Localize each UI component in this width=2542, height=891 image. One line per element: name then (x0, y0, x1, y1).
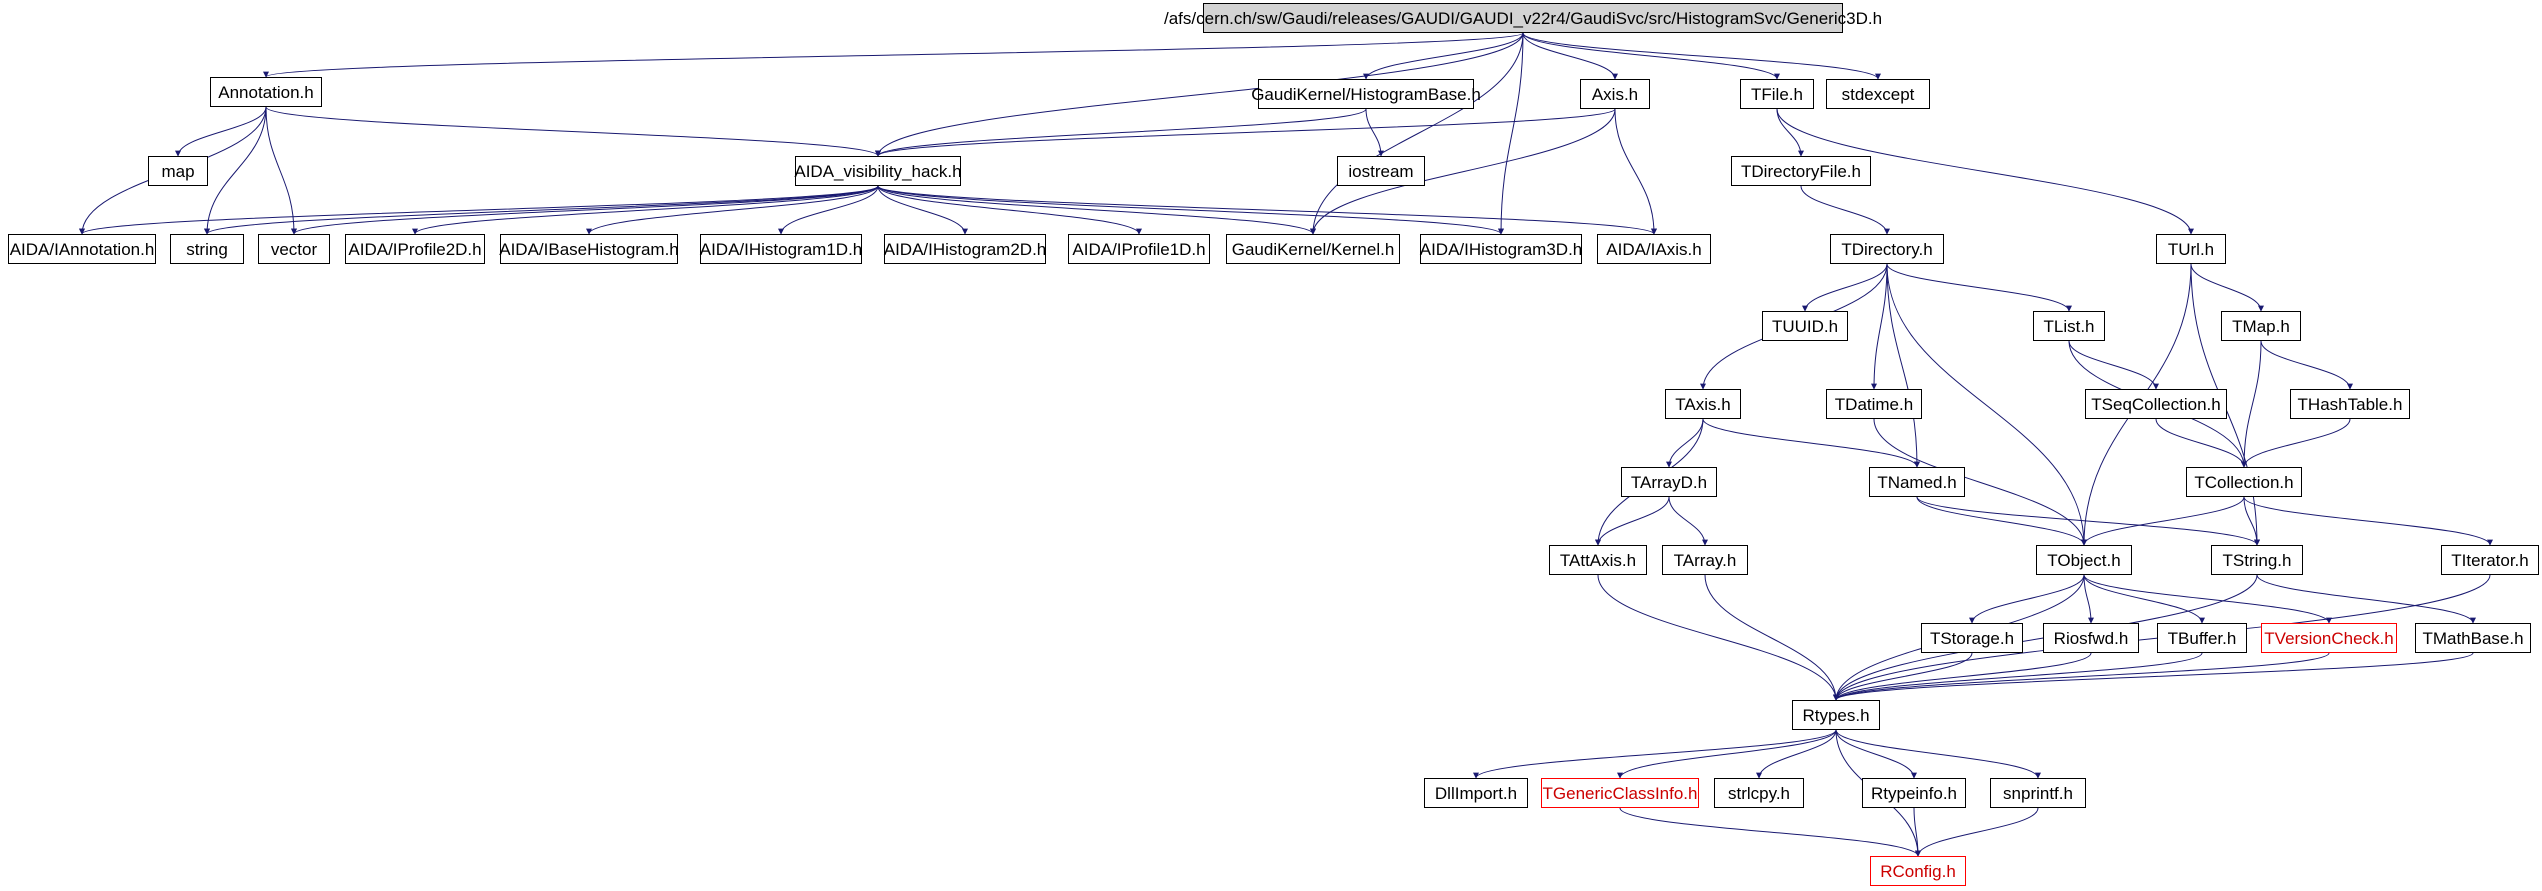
node-axis[interactable]: Axis.h (1580, 79, 1650, 109)
node-rconfig[interactable]: RConfig.h (1870, 856, 1966, 886)
edge-axis-to-aida_vis (878, 109, 1615, 156)
edge-rtypeinfo-to-rconfig (1914, 808, 1918, 856)
node-tfile[interactable]: TFile.h (1740, 79, 1814, 109)
node-titerator[interactable]: TIterator.h (2441, 545, 2539, 575)
node-rtypeinfo[interactable]: Rtypeinfo.h (1862, 778, 1966, 808)
node-iprofile1d[interactable]: AIDA/IProfile1D.h (1068, 234, 1210, 264)
edge-root-to-stdexcept (1523, 33, 1878, 79)
node-iaxis[interactable]: AIDA/IAxis.h (1597, 234, 1711, 264)
edge-aida_vis-to-ihistogram3d (878, 186, 1501, 234)
edge-aida_vis-to-ihistogram1d (781, 186, 878, 234)
node-tobject[interactable]: TObject.h (2036, 545, 2132, 575)
node-tmap[interactable]: TMap.h (2221, 311, 2301, 341)
edge-aida_vis-to-iaxis (878, 186, 1654, 234)
node-ihistogram1d[interactable]: AIDA/IHistogram1D.h (700, 234, 862, 264)
edge-aida_vis-to-iprofile1d (878, 186, 1139, 234)
edge-tseqcollection-to-tcollection (2156, 419, 2244, 467)
edge-tcollection-to-tstring (2244, 497, 2257, 545)
node-aida_vis[interactable]: AIDA_visibility_hack.h (795, 156, 961, 186)
node-riosfwd[interactable]: Riosfwd.h (2043, 623, 2139, 653)
edge-aida_vis-to-vector (294, 186, 878, 234)
edge-aida_vis-to-kernel (878, 186, 1313, 234)
node-tdirectory[interactable]: TDirectory.h (1830, 234, 1944, 264)
edge-tmap-to-thashtable (2261, 341, 2350, 389)
node-taxis[interactable]: TAxis.h (1665, 389, 1741, 419)
edge-tarrayd-to-tarray (1669, 497, 1705, 545)
edge-root-to-tfile (1523, 33, 1777, 79)
edge-tfile-to-tdirectoryfile (1777, 109, 1801, 156)
edge-rtypes-to-dllimport (1476, 730, 1836, 778)
edge-rtypes-to-snprintf (1836, 730, 2038, 778)
edge-aida_vis-to-iprofile2d (415, 186, 878, 234)
node-rtypes[interactable]: Rtypes.h (1792, 700, 1880, 730)
edge-root-to-annotation (266, 33, 1523, 77)
edge-aida_vis-to-string (207, 186, 878, 234)
edge-tobject-to-tversioncheck (2084, 575, 2329, 623)
node-strlcpy[interactable]: strlcpy.h (1714, 778, 1804, 808)
edge-tdirectory-to-tdatime (1874, 264, 1887, 389)
node-tdirectoryfile[interactable]: TDirectoryFile.h (1731, 156, 1871, 186)
node-snprintf[interactable]: snprintf.h (1990, 778, 2086, 808)
edge-tnamed-to-tstring (1917, 497, 2257, 545)
node-tattaxis[interactable]: TAttAxis.h (1549, 545, 1647, 575)
edge-tdirectoryfile-to-tdirectory (1801, 186, 1887, 234)
node-histogrambase[interactable]: GaudiKernel/HistogramBase.h (1258, 79, 1474, 109)
edge-tlist-to-tseqcollection (2069, 341, 2156, 389)
edge-rtypes-to-strlcpy (1759, 730, 1836, 778)
node-tstring[interactable]: TString.h (2211, 545, 2303, 575)
edge-tobject-to-tbuffer (2084, 575, 2202, 623)
edge-tbuffer-to-rtypes (1836, 653, 2202, 700)
edge-tcollection-to-titerator (2244, 497, 2490, 545)
edge-histogrambase-to-aida_vis (878, 109, 1366, 156)
edge-taxis-to-tarrayd (1669, 419, 1703, 467)
edge-tobject-to-tstorage (1972, 575, 2084, 623)
edge-histogrambase-to-iostream (1366, 109, 1381, 156)
node-kernel[interactable]: GaudiKernel/Kernel.h (1226, 234, 1400, 264)
node-annotation[interactable]: Annotation.h (210, 77, 322, 107)
edge-tobject-to-riosfwd (2084, 575, 2091, 623)
edge-tarrayd-to-tattaxis (1598, 497, 1669, 545)
edge-annotation-to-map (178, 107, 266, 156)
node-ihistogram3d[interactable]: AIDA/IHistogram3D.h (1420, 234, 1582, 264)
edge-tattaxis-to-rtypes (1598, 575, 1836, 700)
node-tseqcollection[interactable]: TSeqCollection.h (2085, 389, 2227, 419)
edge-root-to-axis (1523, 33, 1615, 79)
edge-tarray-to-rtypes (1705, 575, 1836, 700)
edge-tmap-to-tcollection (2244, 341, 2261, 467)
node-tnamed[interactable]: TNamed.h (1869, 467, 1965, 497)
edge-rtypes-to-tgenericclassinfo (1620, 730, 1836, 778)
node-tuuid[interactable]: TUUID.h (1762, 311, 1848, 341)
node-tstorage[interactable]: TStorage.h (1921, 623, 2023, 653)
node-turl[interactable]: TUrl.h (2156, 234, 2226, 264)
edge-tdirectory-to-tnamed (1887, 264, 1917, 467)
node-tcollection[interactable]: TCollection.h (2186, 467, 2302, 497)
node-tbuffer[interactable]: TBuffer.h (2157, 623, 2247, 653)
node-iostream[interactable]: iostream (1337, 156, 1425, 186)
node-vector[interactable]: vector (258, 234, 330, 264)
node-tarrayd[interactable]: TArrayD.h (1621, 467, 1717, 497)
edge-tgenericclassinfo-to-rconfig (1620, 808, 1918, 856)
edge-aida_vis-to-ibasehistogram (589, 186, 878, 234)
node-iannotation[interactable]: AIDA/IAnnotation.h (8, 234, 156, 264)
edge-aida_vis-to-ihistogram2d (878, 186, 965, 234)
edge-axis-to-iaxis (1615, 109, 1654, 234)
node-tdatime[interactable]: TDatime.h (1826, 389, 1922, 419)
edge-tnamed-to-tobject (1917, 497, 2084, 545)
node-map[interactable]: map (148, 156, 208, 186)
edge-riosfwd-to-rtypes (1836, 653, 2091, 700)
node-dllimport[interactable]: DllImport.h (1424, 778, 1528, 808)
node-ibasehistogram[interactable]: AIDA/IBaseHistogram.h (500, 234, 678, 264)
node-ihistogram2d[interactable]: AIDA/IHistogram2D.h (884, 234, 1046, 264)
edge-tdirectory-to-tuuid (1805, 264, 1887, 311)
edge-tversioncheck-to-rtypes (1836, 653, 2329, 700)
edge-snprintf-to-rconfig (1918, 808, 2038, 856)
node-iprofile2d[interactable]: AIDA/IProfile2D.h (345, 234, 485, 264)
node-stdexcept[interactable]: stdexcept (1826, 79, 1930, 109)
edge-tdirectory-to-tlist (1887, 264, 2069, 311)
edge-turl-to-tmap (2191, 264, 2261, 311)
edge-tstorage-to-rtypes (1836, 653, 1972, 700)
edge-tmathbase-to-rtypes (1836, 653, 2473, 700)
edge-root-to-histogrambase (1366, 33, 1523, 79)
edge-taxis-to-tnamed (1703, 419, 1917, 467)
edge-rtypes-to-rtypeinfo (1836, 730, 1914, 778)
edge-annotation-to-vector (266, 107, 294, 234)
edge-thashtable-to-tcollection (2244, 419, 2350, 467)
edge-root-to-kernel (1313, 33, 1523, 234)
node-tlist[interactable]: TList.h (2033, 311, 2105, 341)
node-tgenericclassinfo[interactable]: TGenericClassInfo.h (1541, 778, 1699, 808)
edge-tstring-to-tmathbase (2257, 575, 2473, 623)
edge-tcollection-to-tobject (2084, 497, 2244, 545)
edge-annotation-to-aida_vis (266, 107, 878, 156)
node-thashtable[interactable]: THashTable.h (2290, 389, 2410, 419)
node-string[interactable]: string (170, 234, 244, 264)
edge-annotation-to-string (207, 107, 266, 234)
node-tarray[interactable]: TArray.h (1662, 545, 1748, 575)
node-tmathbase[interactable]: TMathBase.h (2415, 623, 2531, 653)
node-root[interactable]: /afs/cern.ch/sw/Gaudi/releases/GAUDI/GAUDI_v22r4/GaudiSvc/src/HistogramSvc/Generic3D.h (1203, 3, 1843, 33)
edge-root-to-ihistogram3d (1501, 33, 1523, 234)
node-tversioncheck[interactable]: TVersionCheck.h (2261, 623, 2397, 653)
edge-aida_vis-to-iannotation (82, 186, 878, 234)
